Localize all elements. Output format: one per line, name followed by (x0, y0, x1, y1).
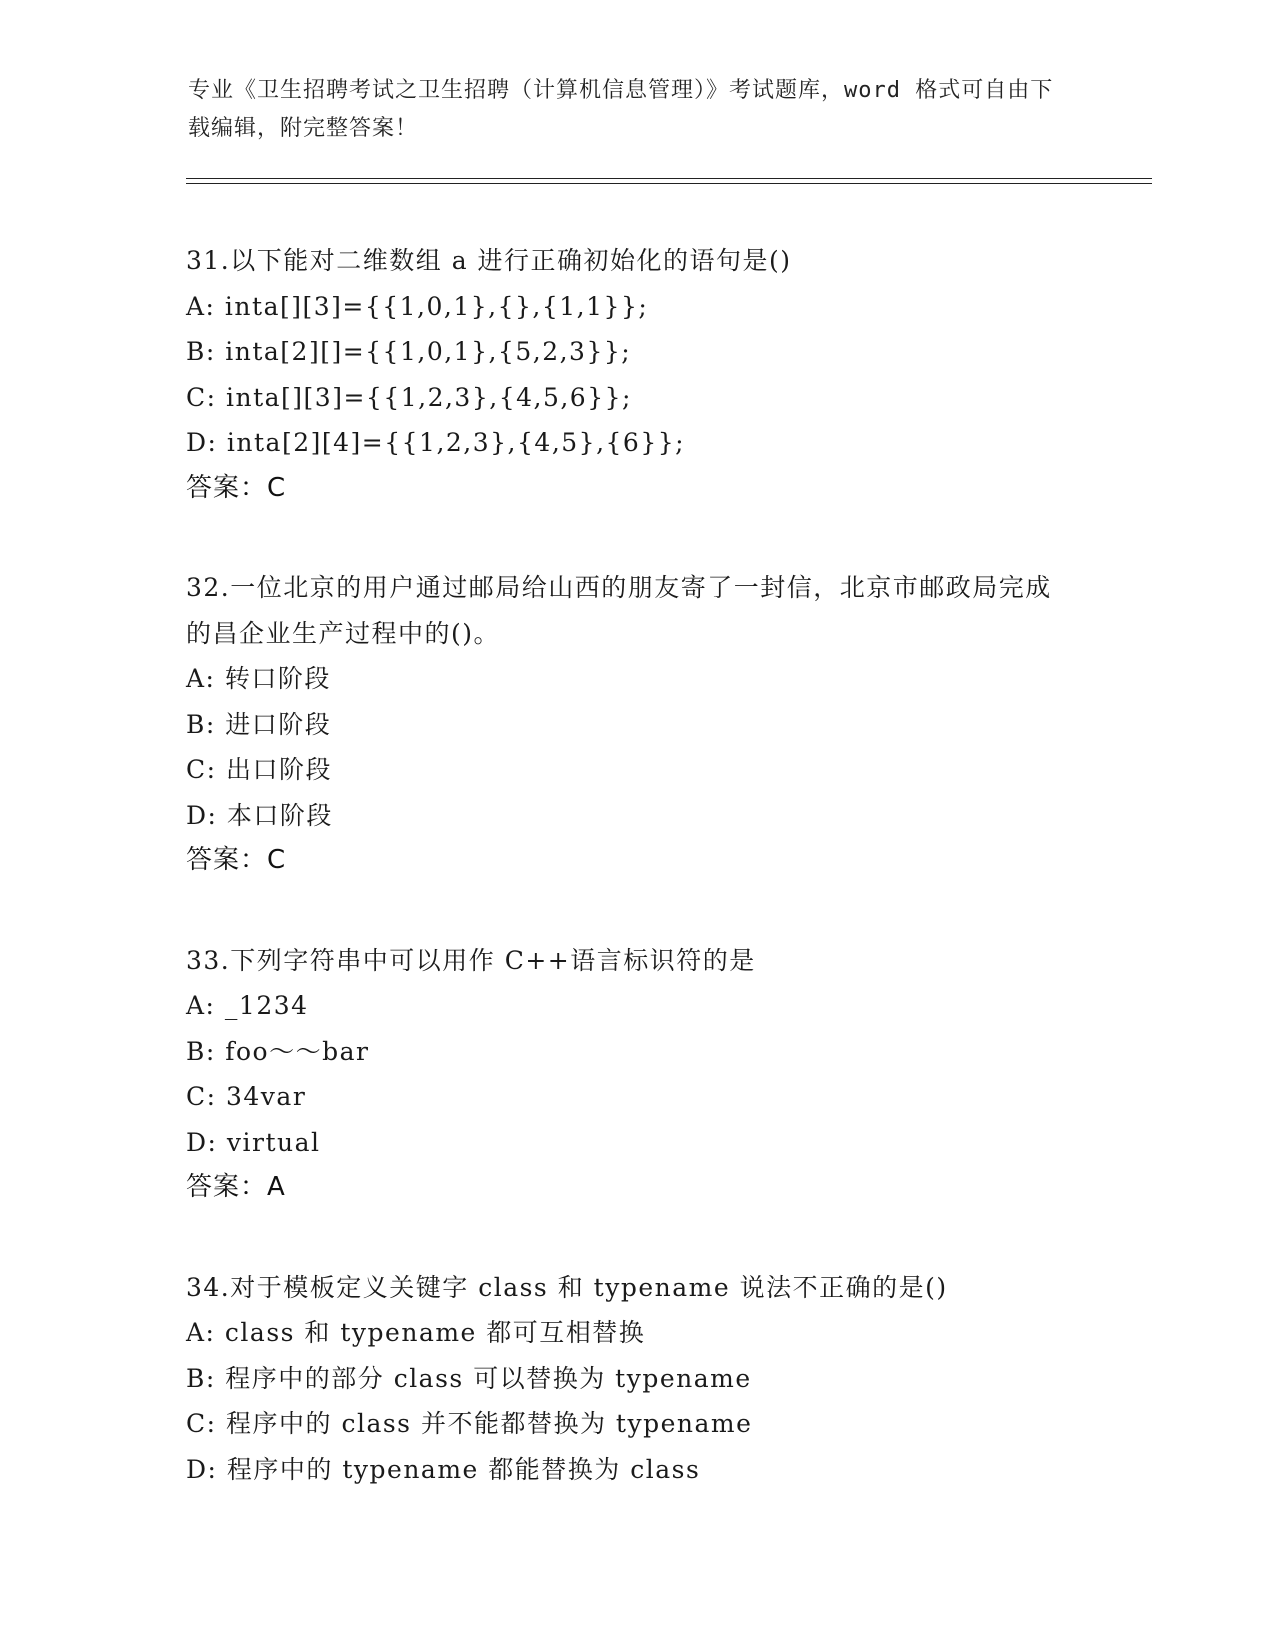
option-d: D: virtual (186, 1127, 321, 1157)
question-34 (186, 1265, 1086, 1493)
question-31 (186, 238, 1086, 511)
option-d: D: 本口阶段 (186, 800, 333, 830)
question-33 (186, 938, 1086, 1211)
answer-line: 答案：A (186, 1172, 286, 1202)
option-c: C: 34var (186, 1082, 307, 1111)
option-a: A: 转口阶段 (186, 664, 331, 693)
option-c: C: 程序中的 class 并不能都替换为 typename (186, 1409, 753, 1438)
option-a: A: class 和 typename 都可互相替换 (186, 1318, 646, 1347)
option-a: A: _1234 (186, 991, 309, 1020)
question-stem: 32.一位北京的用户通过邮局给山西的朋友寄了一封信，北京市邮政局完成的昌企业生产过程中的()。 (186, 573, 1052, 648)
answer-line: 答案：C (186, 845, 287, 875)
option-c: C: inta[][3]={{1,2,3},{4,5,6}}; (186, 382, 632, 412)
option-b: B: inta[2][]={{1,0,1},{5,2,3}}; (186, 337, 632, 366)
option-b: B: 进口阶段 (186, 709, 332, 739)
option-c: C: 出口阶段 (186, 755, 332, 784)
question-32 (186, 565, 1086, 884)
option-d: D: inta[2][4]={{1,2,3},{4,5},{6}}; (186, 428, 686, 457)
question-stem: 33.下列字符串中可以用作 C++语言标识符的是 (186, 945, 756, 975)
header-rule-top (186, 178, 1152, 179)
option-d: D: 程序中的 typename 都能替换为 class (186, 1454, 701, 1484)
question-stem: 34.对于模板定义关键字 class 和 typename 说法不正确的是() (186, 1272, 948, 1302)
header-rule-bottom (186, 183, 1152, 184)
question-list (186, 238, 1086, 1546)
option-b: B: foo～～bar (186, 1036, 370, 1066)
answer-line: 答案：C (186, 472, 287, 503)
option-a: A: inta[][3]={{1,0,1},{},{1,1}}; (186, 291, 649, 321)
option-b: B: 程序中的部分 class 可以替换为 typename (186, 1363, 752, 1393)
document-header: 专业《卫生招聘考试之卫生招聘（计算机信息管理）》考试题库，word 格式可自由下载编辑，附完整答案！ (188, 78, 1054, 141)
question-stem: 31.以下能对二维数组 a 进行正确初始化的语句是() (186, 246, 792, 275)
